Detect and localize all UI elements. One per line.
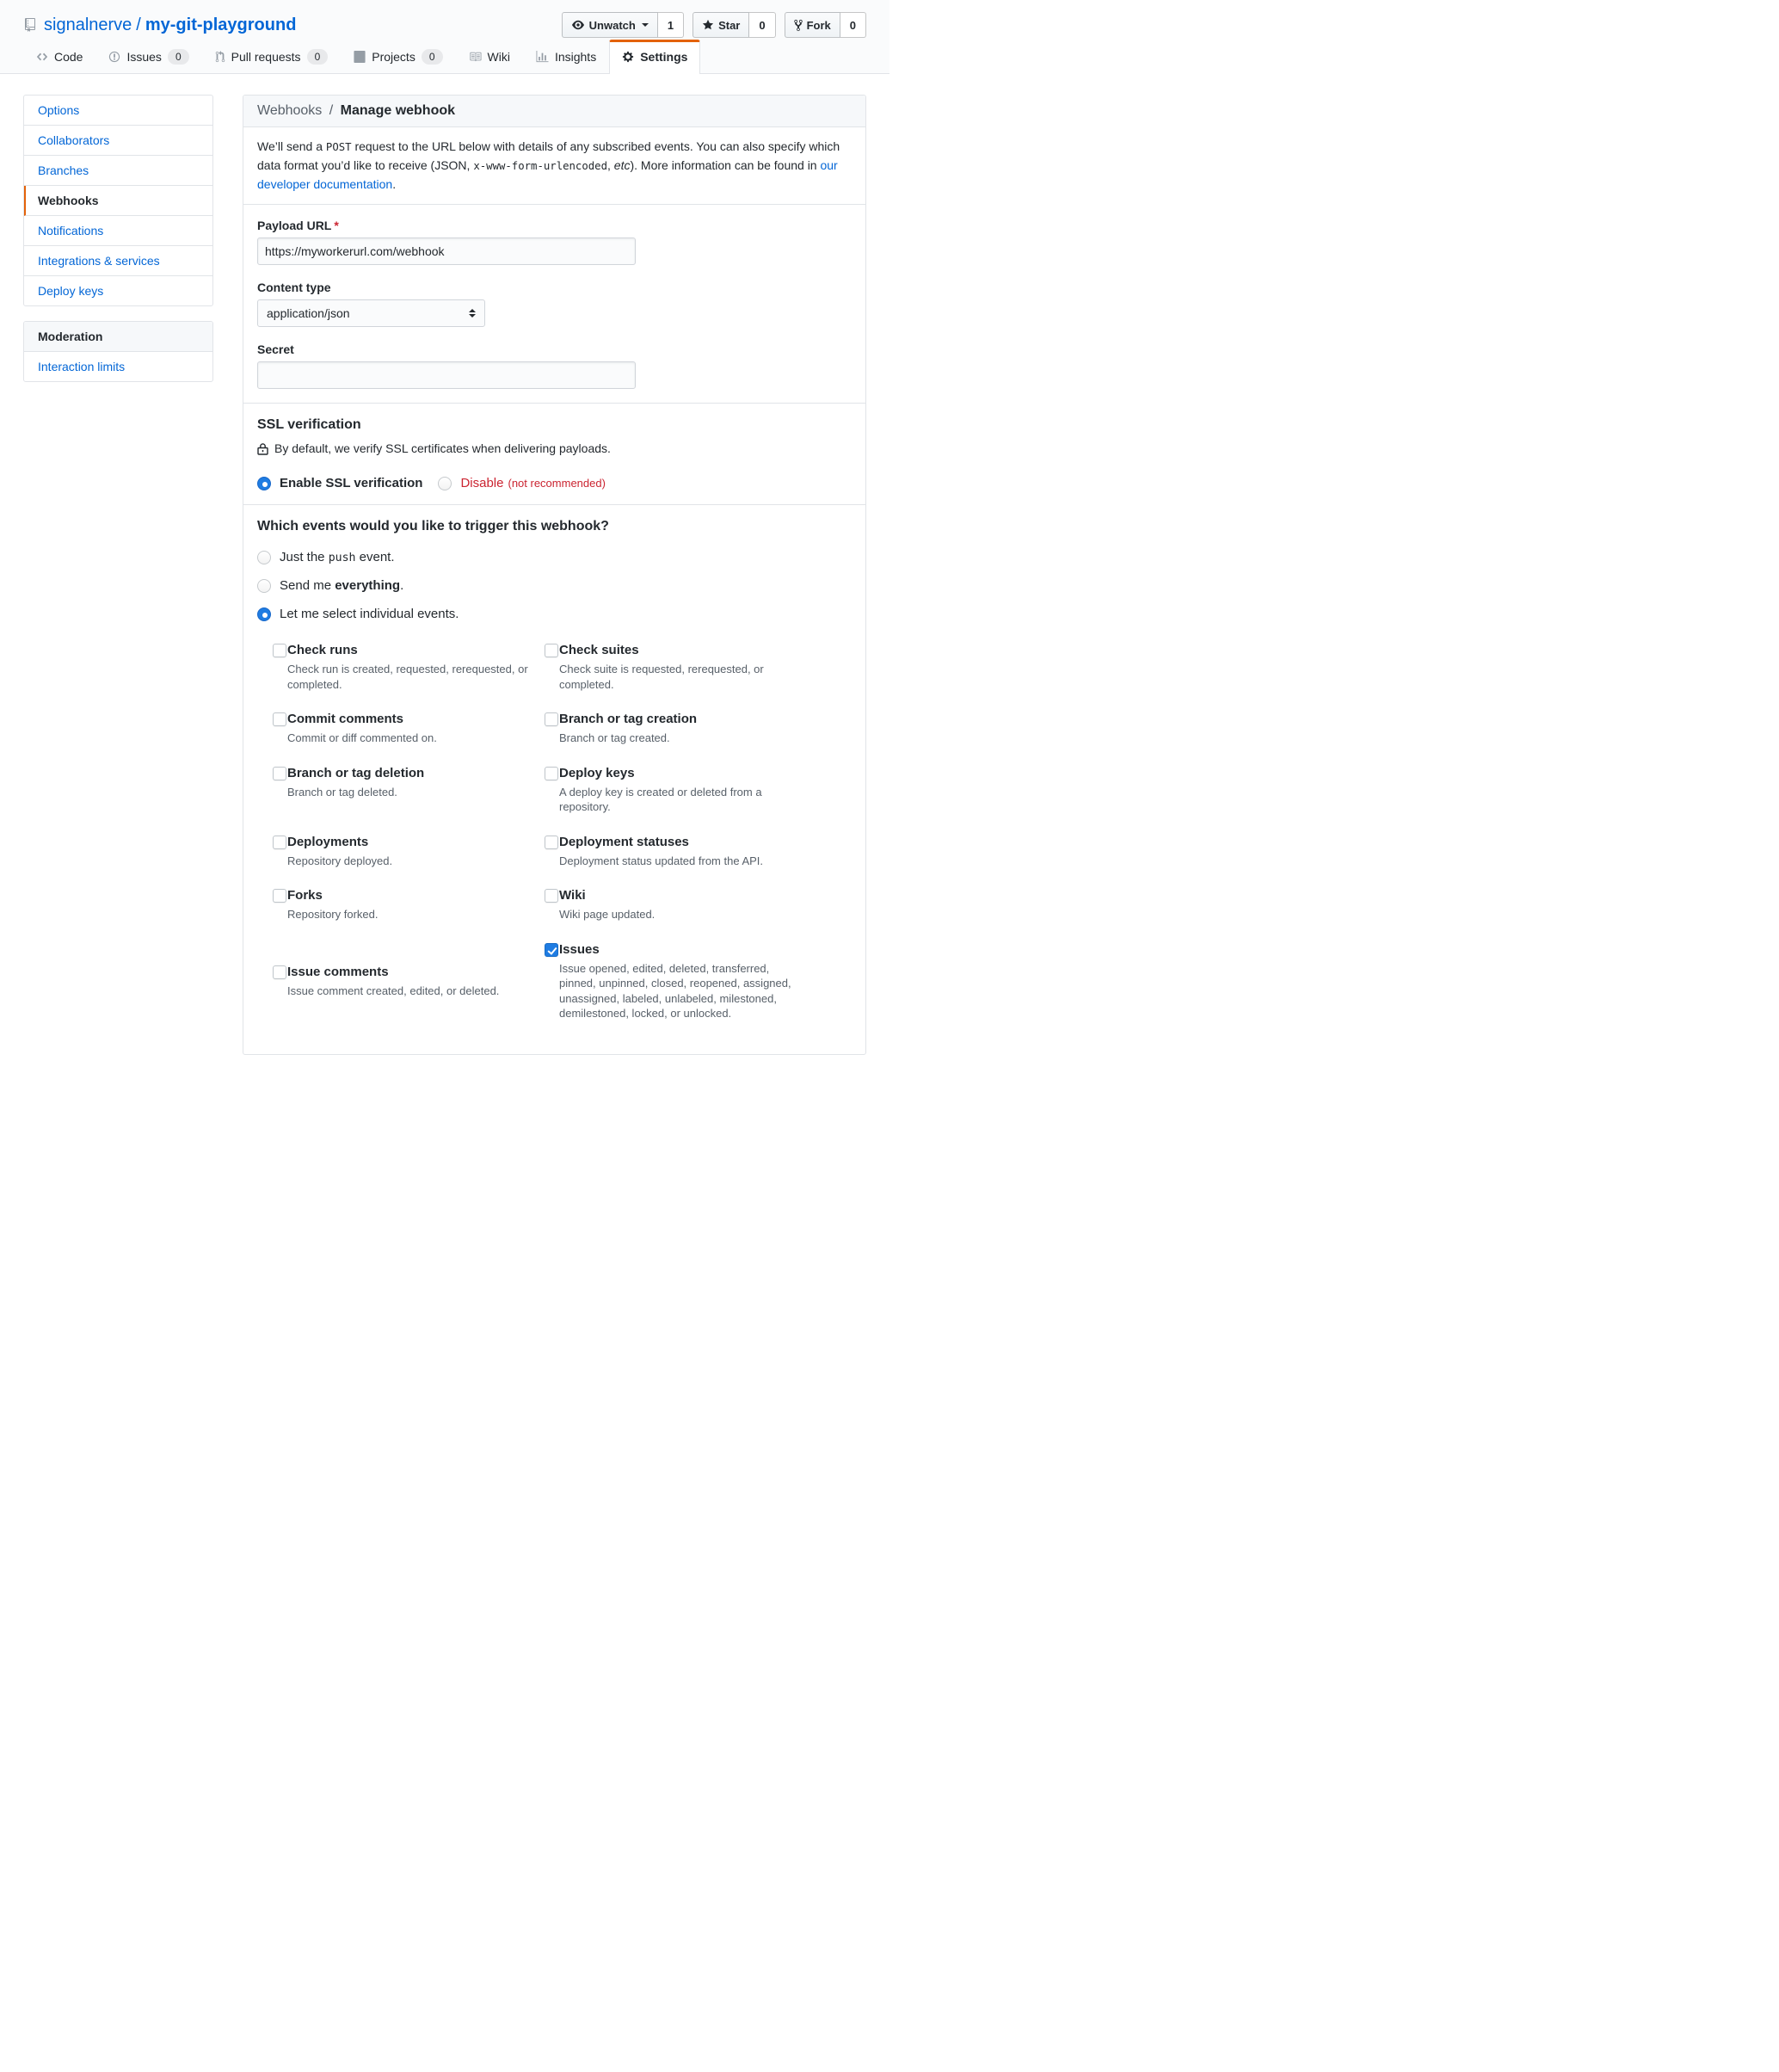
repo-separator: / [136, 15, 141, 34]
watchers-count[interactable]: 1 [658, 12, 684, 38]
tab-code[interactable] [23, 40, 95, 73]
repo-icon [23, 18, 37, 32]
sidebar-item-collaborators[interactable]: Collaborators [24, 126, 212, 156]
graph-icon [536, 51, 549, 63]
event-label: Branch or tag creation [559, 712, 698, 726]
select-individual-label: Let me select individual events. [280, 607, 459, 621]
option-text: Send me [280, 578, 335, 593]
event-label: Branch or tag deletion [287, 765, 425, 780]
tab-insights-label: Insights [554, 50, 597, 64]
branch-tag-deletion-checkbox[interactable] [273, 767, 286, 780]
project-icon [354, 51, 366, 63]
event-description: Branch or tag created. [559, 731, 670, 744]
moderation-menu-header: Moderation [24, 322, 212, 352]
check-runs-checkbox[interactable] [273, 644, 286, 657]
fork-icon [794, 19, 803, 32]
disable-ssl-radio[interactable] [438, 477, 452, 490]
watch-button-group [562, 12, 684, 38]
star-icon [702, 19, 714, 31]
tab-code-label: Code [54, 50, 83, 64]
event-item-commit-comments [257, 711, 529, 746]
event-item-branch-tag-deletion [257, 765, 529, 800]
check-suites-checkbox[interactable] [545, 644, 558, 657]
pull-requests-counter: 0 [307, 49, 329, 65]
forks-checkbox[interactable] [273, 889, 286, 903]
page-header [0, 0, 890, 74]
unwatch-label: Unwatch [588, 18, 636, 32]
issues-checkbox[interactable] [545, 943, 558, 957]
forks-count[interactable]: 0 [840, 12, 866, 38]
option-select-individual[interactable] [257, 607, 852, 621]
sidebar-item-interaction-limits[interactable]: Interaction limits [38, 360, 126, 373]
event-item-deployments [257, 834, 529, 869]
deployments-checkbox[interactable] [273, 836, 286, 849]
repo-nav [23, 40, 866, 73]
event-label: Issue comments [287, 964, 389, 979]
push-code: push [328, 552, 356, 564]
issue-opened-icon [108, 51, 120, 63]
event-description: Repository forked. [287, 908, 379, 921]
repo-actions [562, 12, 866, 38]
projects-counter: 0 [422, 49, 443, 65]
star-button-group [693, 12, 776, 38]
event-description: Check run is created, requested, rerequested, or completed. [287, 663, 528, 691]
enable-ssl-radio[interactable] [257, 477, 271, 490]
option-text: Just the [280, 550, 329, 564]
commit-comments-checkbox[interactable] [273, 712, 286, 726]
events-question: Which events would you like to trigger this webhook? [257, 519, 609, 533]
disable-ssl-note: (not recommended) [508, 477, 606, 490]
sidebar-item-notifications[interactable]: Notifications [24, 216, 212, 246]
tab-insights[interactable] [523, 40, 609, 73]
developer-documentation-link[interactable]: our developer documentation [257, 158, 838, 191]
repo-breadcrumb [23, 15, 296, 35]
event-description: Repository deployed. [287, 854, 393, 867]
option-text: event. [355, 550, 395, 564]
event-item-branch-tag-creation [529, 711, 852, 746]
content-type-label: Content type [257, 281, 331, 294]
tab-issues-label: Issues [126, 50, 162, 64]
event-item-check-runs [257, 642, 529, 692]
required-asterisk: * [334, 219, 339, 232]
everything-emphasis: everything [335, 578, 401, 593]
event-label: Deployment statuses [559, 834, 689, 849]
lock-icon [257, 442, 268, 455]
event-item-check-suites [529, 642, 852, 692]
event-description: Wiki page updated. [559, 908, 656, 921]
unwatch-button[interactable] [562, 12, 658, 38]
moderation-menu [23, 321, 213, 382]
tab-issues[interactable] [95, 40, 201, 73]
panel-breadcrumb [243, 96, 865, 127]
sidebar-item-webhooks[interactable]: Webhooks [24, 186, 212, 216]
event-label: Deploy keys [559, 765, 635, 780]
stargazers-count[interactable]: 0 [749, 12, 775, 38]
content-type-value: application/json [267, 306, 350, 320]
disable-ssl-option[interactable] [438, 476, 605, 490]
event-item-deploy-keys [529, 765, 852, 815]
intro-text: request to the URL below with details of any subscribed events. You can also specify which data format you’d like to receive (JSON, [257, 139, 840, 172]
sidebar-item-branches[interactable]: Branches [24, 156, 212, 186]
ssl-verification-section [243, 404, 865, 505]
intro-text: ). More information can be found in [630, 158, 821, 172]
repo-owner-link[interactable]: signalnerve [44, 15, 132, 34]
git-pull-request-icon [215, 51, 225, 63]
star-button[interactable] [693, 12, 749, 38]
eye-icon [571, 19, 585, 31]
tab-settings[interactable] [609, 40, 700, 74]
sidebar-item-options[interactable]: Options [24, 96, 212, 126]
fork-label: Fork [806, 18, 831, 32]
event-label: Check runs [287, 643, 358, 657]
breadcrumb-separator: / [329, 103, 334, 118]
tab-wiki[interactable] [456, 40, 523, 73]
webhook-form [243, 205, 865, 404]
event-description: Check suite is requested, rerequested, or completed. [559, 663, 764, 691]
intro-text: We’ll send a [257, 139, 326, 153]
payload-url-label: Payload URL * [257, 219, 339, 232]
branch-tag-creation-checkbox[interactable] [545, 712, 558, 726]
event-description: Issue opened, edited, deleted, transferred, pinned, unpinned, closed, reopened, assigned, unassigned, labeled, unlabeled, milestoned, demilestoned, locked, or unlocked. [559, 961, 791, 1020]
enable-ssl-option[interactable] [257, 476, 422, 490]
event-item-issue-comments [257, 964, 529, 999]
intro-etc: etc [613, 158, 631, 172]
event-item-issues [529, 941, 852, 1021]
repo-name-link[interactable]: my-git-playground [145, 15, 297, 34]
breadcrumb-webhooks[interactable]: Webhooks [257, 103, 323, 118]
secret-label: Secret [257, 342, 294, 356]
disable-ssl-label: Disable [460, 476, 504, 490]
sidebar-item-deploy-keys[interactable]: Deploy keys [38, 284, 104, 298]
option-just-push[interactable] [257, 550, 852, 564]
tab-pull-requests[interactable] [202, 40, 342, 73]
code-icon [36, 51, 48, 63]
event-description: Commit or diff commented on. [287, 731, 437, 744]
intro-code-urlencoded: x-www-form-urlencoded [473, 160, 607, 172]
event-description: Branch or tag deleted. [287, 785, 397, 799]
page-title: Manage webhook [340, 103, 456, 118]
select-arrows-icon [469, 309, 476, 318]
event-label: Commit comments [287, 712, 404, 726]
caret-down-icon [642, 23, 649, 27]
event-label: Issues [559, 941, 600, 957]
event-label: Forks [287, 888, 323, 903]
ssl-note-text: By default, we verify SSL certificates when delivering payloads. [274, 441, 611, 455]
event-item-forks [257, 887, 529, 922]
event-label: Check suites [559, 643, 639, 657]
option-text: . [400, 578, 404, 593]
tab-settings-label: Settings [640, 50, 688, 64]
tab-projects[interactable] [341, 40, 455, 73]
book-icon [469, 51, 482, 63]
send-everything-radio[interactable] [257, 579, 271, 593]
payload-url-input[interactable] [257, 237, 636, 265]
webhook-intro [243, 127, 865, 205]
sidebar-item-integrations-services[interactable]: Integrations & services [24, 246, 212, 276]
webhook-settings-main [243, 95, 866, 1055]
tab-wiki-label: Wiki [487, 50, 510, 64]
settings-sidebar [23, 95, 213, 382]
just-push-radio[interactable] [257, 551, 271, 564]
fork-button[interactable] [785, 12, 840, 38]
settings-menu [23, 95, 213, 306]
events-section [243, 505, 865, 1054]
intro-text: , [607, 158, 614, 172]
deployment-statuses-checkbox[interactable] [545, 836, 558, 849]
secret-input[interactable] [257, 361, 636, 389]
content-type-select[interactable] [257, 299, 485, 327]
tab-pull-requests-label: Pull requests [231, 50, 301, 64]
option-send-everything[interactable] [257, 578, 852, 593]
event-description: Issue comment created, edited, or deleted. [287, 984, 500, 997]
issue-comments-checkbox[interactable] [273, 965, 286, 979]
deploy-keys-checkbox[interactable] [545, 767, 558, 780]
event-checkbox-grid [257, 642, 852, 1040]
gear-icon [622, 51, 634, 63]
fork-button-group [785, 12, 866, 38]
event-description: A deploy key is created or deleted from a repository. [559, 785, 762, 813]
select-individual-radio[interactable] [257, 607, 271, 621]
event-label: Wiki [559, 888, 586, 903]
wiki-checkbox[interactable] [545, 889, 558, 903]
star-label: Star [718, 18, 741, 32]
ssl-heading: SSL verification [257, 417, 361, 432]
event-item-deployment-statuses [529, 834, 852, 869]
intro-text: . [392, 177, 397, 191]
tab-projects-label: Projects [372, 50, 416, 64]
event-description: Deployment status updated from the API. [559, 854, 764, 867]
event-label: Deployments [287, 834, 369, 849]
intro-code-post: POST [325, 141, 352, 153]
issues-counter: 0 [168, 49, 189, 65]
enable-ssl-label: Enable SSL verification [280, 476, 423, 490]
event-item-wiki [529, 887, 852, 922]
